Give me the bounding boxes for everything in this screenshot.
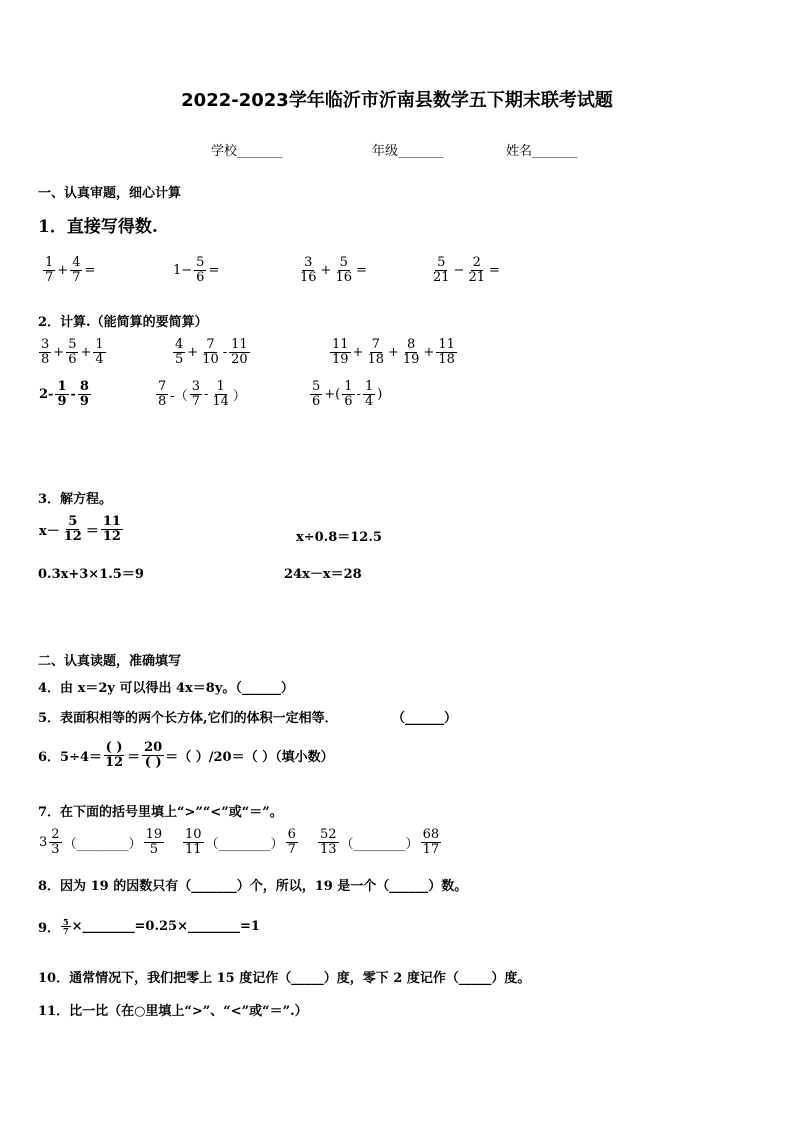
numerator: 2 [51, 827, 60, 842]
denominator: 18 [367, 351, 384, 367]
q6-equals: ＝ [127, 749, 141, 765]
q3-equation-2: x÷0.8＝12.5 [296, 530, 382, 545]
numerator: 6 [287, 827, 296, 842]
denominator: 16 [335, 269, 352, 285]
operator: - [70, 386, 76, 402]
numerator: 5 [339, 255, 348, 270]
fraction [466, 256, 487, 284]
denominator: 8 [41, 351, 50, 367]
operator: = [489, 262, 500, 278]
denominator: 19 [332, 351, 349, 367]
operator: + [53, 344, 65, 360]
name-field [506, 140, 578, 159]
numerator: 8 [407, 337, 416, 352]
denominator: 5 [175, 351, 184, 367]
numerator: 1 [364, 379, 374, 394]
numerator: 1 [57, 379, 67, 394]
q6-f2-denominator: ( ) [144, 754, 162, 770]
fraction [173, 338, 185, 366]
denominator: 6 [68, 351, 77, 367]
q4-text: 4．由 x＝2y 可以得出 4x＝8y。（______） [38, 681, 294, 696]
q1-item-4 [430, 256, 501, 284]
q3-label: 3．解方程。 [38, 492, 113, 507]
numerator: 52 [320, 827, 337, 842]
fraction [66, 338, 78, 366]
numerator: 7 [206, 337, 215, 352]
operator: - [222, 344, 228, 360]
fraction [342, 380, 354, 408]
numerator: 7 [371, 337, 380, 352]
fraction [318, 828, 339, 856]
denominator: 6 [344, 393, 353, 409]
q2-expr-4 [38, 380, 92, 408]
numerator: 11 [438, 337, 455, 352]
q6-prefix: 6．5÷4＝ [38, 749, 103, 765]
q7-compare-3 [317, 828, 442, 856]
fraction [70, 256, 82, 284]
numerator: 4 [175, 337, 184, 352]
q7-label: 7．在下面的括号里填上“>”“<”或“＝”。 [38, 805, 283, 820]
numerator: 5 [437, 255, 446, 270]
section-1-heading: 一、认真审题，细心计算 [38, 186, 182, 201]
grade-label: 年级 [372, 144, 399, 159]
name-label: 姓名 [506, 144, 533, 159]
denominator: 9 [79, 393, 89, 409]
operator: x－ [39, 523, 60, 539]
school-field [211, 140, 283, 159]
q1-label: 1．直接写得数. [38, 217, 158, 237]
q7-compare-1 [38, 828, 165, 856]
name-blank: _______ [532, 144, 578, 159]
q6-fraction-2 [142, 741, 164, 769]
numerator: 10 [185, 827, 202, 842]
numerator: 4 [72, 255, 81, 270]
q6-fraction-1 [103, 741, 125, 769]
operator: 3 [39, 834, 48, 850]
operator: + [423, 344, 435, 360]
fraction [55, 380, 68, 408]
numerator: 5 [312, 379, 321, 394]
fraction [286, 828, 298, 856]
operator: 2- [39, 386, 54, 402]
numerator: 7 [158, 379, 167, 394]
q9-fraction [61, 918, 71, 936]
school-label: 学校 [211, 144, 238, 159]
fraction [93, 338, 105, 366]
fraction [39, 338, 51, 366]
q9-line [38, 917, 260, 936]
fraction [194, 256, 206, 284]
fraction [436, 338, 457, 366]
denominator: 9 [57, 393, 67, 409]
operator: = [84, 262, 96, 278]
q1-item-2 [172, 256, 220, 284]
operator: （________） [340, 836, 419, 852]
operator: − [453, 262, 465, 278]
denominator: 3 [51, 841, 60, 857]
operator: （________） [63, 836, 142, 852]
denominator: 21 [468, 269, 485, 285]
q2-label: 2．计算.（能简算的要简算） [38, 315, 208, 330]
q6-f2-numerator: 20 [144, 740, 163, 755]
q6-line [38, 741, 334, 769]
denominator: 4 [364, 393, 374, 409]
numerator: 8 [79, 379, 89, 394]
q3-equation-1 [38, 515, 124, 543]
section-2-heading: 二、认真读题，准确填写 [38, 654, 182, 669]
operator: ＝ [85, 523, 99, 539]
numerator: 5 [68, 514, 78, 529]
q5-text: 5．表面积相等的两个长方体,它们的体积一定相等． [38, 711, 338, 726]
denominator: 17 [422, 841, 440, 857]
q6-f1-denominator: 12 [105, 754, 124, 770]
operator: + [320, 262, 332, 278]
fraction [310, 380, 322, 408]
fraction [229, 338, 250, 366]
numerator: 3 [191, 379, 200, 394]
grade-field [372, 140, 444, 159]
fraction [333, 256, 354, 284]
fraction [421, 828, 442, 856]
numerator: 1 [344, 379, 353, 394]
operator: + [352, 344, 364, 360]
operator: +( [324, 386, 341, 402]
operator: - [356, 386, 361, 402]
operator: （________） [205, 836, 284, 852]
numerator: 3 [304, 255, 313, 270]
denominator: 6 [312, 393, 321, 409]
q2-expr-6 [309, 380, 383, 408]
fraction [62, 515, 84, 543]
q6-suffix: ＝（ ）/20＝（ ）（填小数） [165, 749, 334, 765]
operator: -（ [170, 388, 188, 404]
denominator: 5 [149, 841, 158, 857]
operator: = [356, 262, 367, 278]
denominator: 4 [95, 351, 104, 367]
operator: ) [377, 386, 383, 402]
q3-equation-3: 0.3x+3×1.5＝9 [38, 567, 144, 582]
numerator: 2 [472, 255, 481, 270]
school-blank: _______ [237, 144, 283, 159]
denominator: 21 [433, 269, 450, 285]
q5-blank: （______） [392, 711, 458, 726]
denominator: 7 [287, 841, 296, 857]
denominator: 20 [231, 351, 248, 367]
fraction [365, 338, 386, 366]
operator: ） [232, 388, 246, 404]
denominator: 10 [202, 351, 219, 367]
numerator: 3 [41, 337, 50, 352]
numerator: 68 [422, 827, 440, 842]
denominator: 14 [212, 393, 229, 409]
numerator: 19 [145, 827, 163, 842]
fraction [401, 338, 422, 366]
q2-expr-5 [155, 380, 247, 408]
fraction [210, 380, 231, 408]
fraction [363, 380, 375, 408]
numerator: 5 [196, 255, 205, 270]
fraction [144, 828, 165, 856]
q9-prefix: 9． [38, 921, 61, 936]
denominator: 7 [191, 393, 200, 409]
operator: = [208, 262, 220, 278]
fraction [101, 515, 123, 543]
denominator: 18 [438, 351, 455, 367]
fraction [330, 338, 351, 366]
grade-blank: _______ [398, 144, 444, 159]
numerator: 5 [68, 337, 77, 352]
denominator: 7 [72, 269, 81, 285]
fraction [190, 380, 202, 408]
operator: + [388, 344, 399, 360]
q2-expr-3 [329, 338, 458, 366]
numerator: 11 [332, 337, 349, 352]
q2-expr-1 [38, 338, 107, 366]
denominator: 11 [185, 841, 202, 857]
fraction [200, 338, 221, 366]
fraction [183, 828, 204, 856]
numerator: 11 [102, 514, 121, 529]
q2-expr-2 [172, 338, 251, 366]
fraction [78, 380, 91, 408]
q9-denominator: 7 [63, 926, 69, 936]
fraction [156, 380, 168, 408]
numerator: 11 [231, 337, 248, 352]
page-title: 2022-2023学年临沂市沂南县数学五下期末联考试题 [181, 90, 613, 111]
denominator: 16 [300, 269, 317, 285]
q11-text: 11．比一比（在○里填上“>”、“<”或“＝”.） [38, 1004, 308, 1019]
denominator: 7 [45, 269, 54, 285]
operator: + [80, 344, 92, 360]
q1-item-3 [297, 256, 368, 284]
q9-suffix: ×________=0.25×________=1 [71, 919, 260, 934]
denominator: 13 [320, 841, 337, 857]
q3-equation-4: 24x－x＝28 [284, 567, 362, 582]
q6-f1-numerator: ( ) [105, 740, 123, 755]
operator: + [57, 262, 69, 278]
q7-compare-2 [182, 828, 299, 856]
q10-text: 10．通常情况下，我们把零上 15 度记作（_____）度，零下 2 度记作（_____）度。 [38, 971, 531, 986]
operator: 1− [173, 262, 193, 278]
denominator: 12 [102, 528, 121, 544]
q9-numerator: 5 [63, 916, 69, 927]
operator: - [203, 386, 209, 402]
q8-text: 8．因为 19 的因数只有（_______）个，所以，19 是一个（______）数。 [38, 879, 468, 894]
denominator: 6 [196, 269, 205, 285]
operator: + [187, 344, 199, 360]
fraction [298, 256, 319, 284]
denominator: 12 [63, 528, 82, 544]
fraction [43, 256, 55, 284]
numerator: 1 [216, 379, 225, 394]
numerator: 1 [95, 337, 104, 352]
fraction [431, 256, 452, 284]
fraction [49, 828, 61, 856]
q1-item-1 [42, 256, 96, 284]
denominator: 19 [402, 351, 420, 367]
denominator: 8 [158, 393, 167, 409]
numerator: 1 [45, 255, 54, 270]
